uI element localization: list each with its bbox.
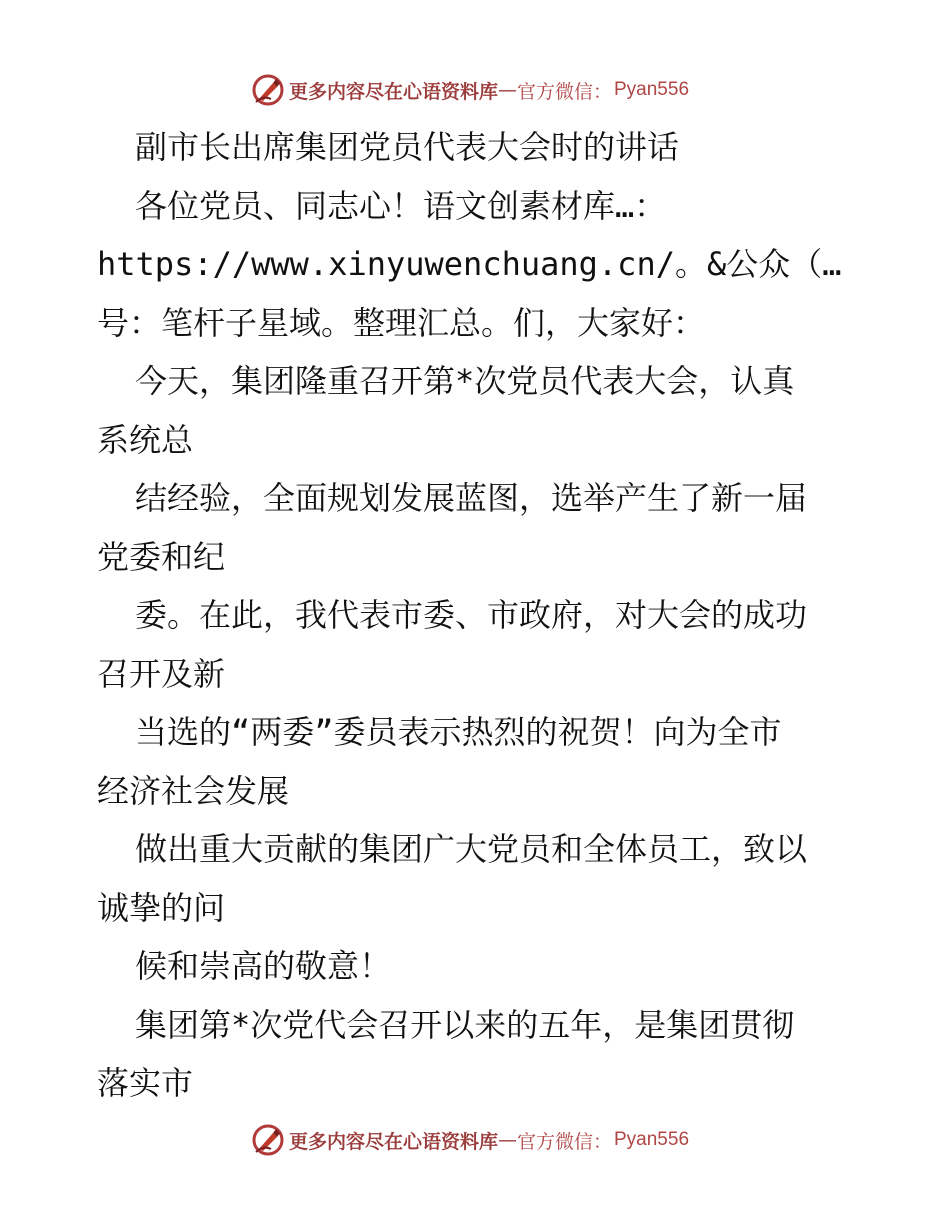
document-line: https://www.xinyuwenchuang.cn/。&公众（… <box>97 245 842 283</box>
banner-text: 更多内容尽在心语资料库 <box>288 1130 498 1153</box>
document-line: 集团第*次党代会召开以来的五年，是集团贯彻 <box>135 1005 795 1044</box>
footer-banner-content <box>251 1123 689 1157</box>
document-line: 召开及新 <box>97 654 226 693</box>
footer-banner <box>0 1120 950 1160</box>
document-line: 今天，集团隆重召开第*次党员代表大会，认真 <box>135 362 795 400</box>
document-line: 做出重大贡献的集团广大党员和全体员工，致以 <box>135 830 808 868</box>
document-line: 各位党员、同志心！语文创素材库…： <box>135 186 667 225</box>
pen-logo-icon <box>251 1123 285 1157</box>
document-line: 结经验，全面规划发展蓝图，选举产生了新一届 <box>135 479 808 517</box>
document-line: 当选的“两委”委员表示热烈的祝贺！向为全市 <box>135 713 782 751</box>
document-line: 党委和纪 <box>97 537 226 576</box>
banner-text: 更多内容尽在心语资料库 <box>288 80 498 103</box>
banner-wechat-id: Pyan556 <box>614 1129 690 1150</box>
document-line: 经济社会发展 <box>97 771 290 810</box>
banner-dash: — <box>497 79 517 101</box>
document-line: 副市长出席集团党员代表大会时的讲话 <box>135 128 680 166</box>
document-body <box>97 118 857 1113</box>
banner-wechat-id: Pyan556 <box>614 79 690 100</box>
banner-wechat-label: 官方微信： <box>516 1130 612 1153</box>
header-banner <box>0 70 950 110</box>
document-line: 系统总 <box>97 420 194 459</box>
pen-logo-icon <box>251 73 285 107</box>
banner-wechat-label: 官方微信： <box>516 80 612 103</box>
header-banner-content <box>251 73 689 107</box>
document-line: 落实市 <box>97 1064 194 1102</box>
document-line: 诚挚的问 <box>97 888 226 927</box>
document-line: 号：笔杆子星域。整理汇总。们，大家好： <box>97 303 706 342</box>
banner-dash: — <box>497 1129 517 1151</box>
document-line: 候和崇高的敬意！ <box>135 947 392 985</box>
document-line: 委。在此，我代表市委、市政府，对大会的成功 <box>135 596 808 634</box>
